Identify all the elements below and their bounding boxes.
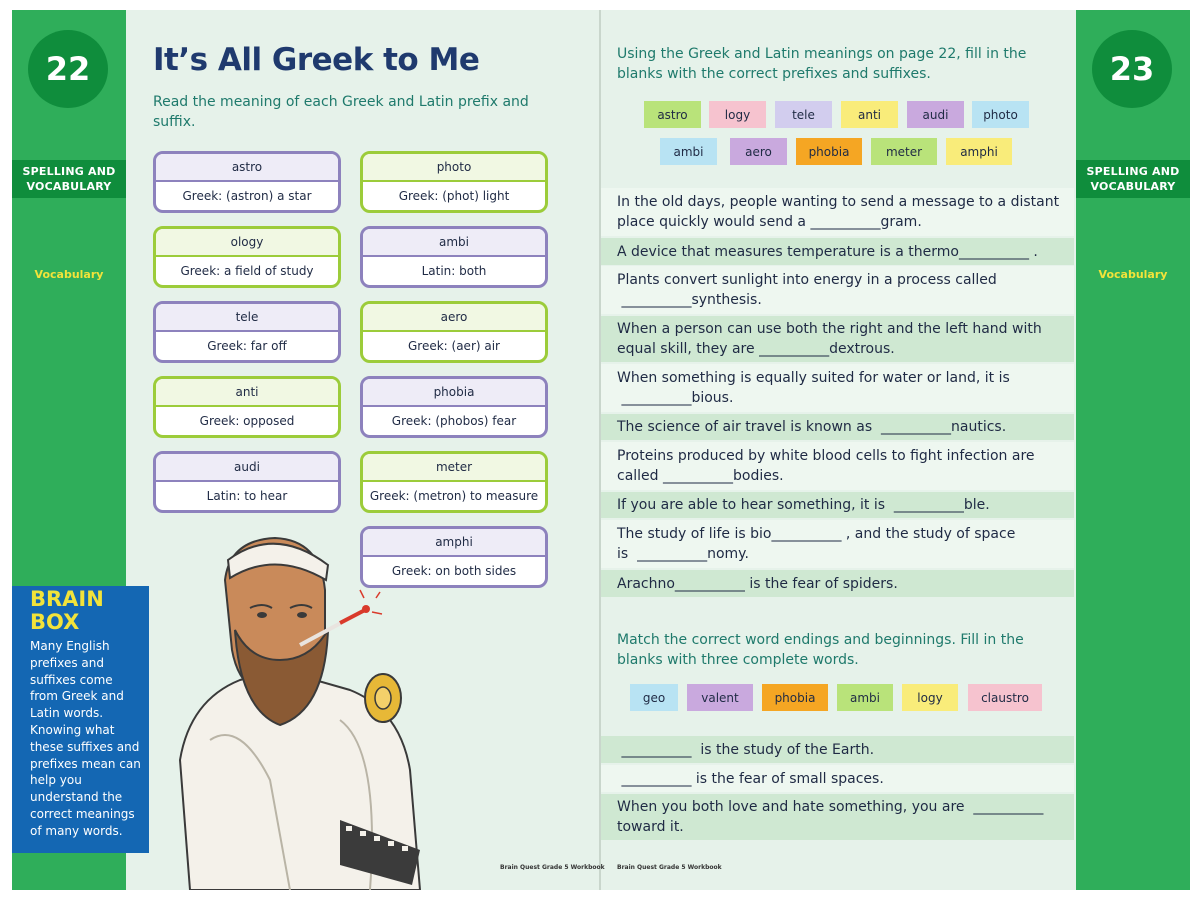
prefix-card-photo: [360, 151, 548, 213]
question-line-2: is __________nomy.: [617, 546, 749, 562]
subject-band-left: [12, 160, 126, 198]
footer-right: Brain Quest Grade 5 Workbook: [617, 864, 722, 871]
subject-line-1: SPELLING AND: [1086, 165, 1180, 178]
question-row: [601, 794, 1074, 840]
question-line-1: A device that measures temperature is a thermo__________ .: [617, 243, 1038, 260]
question-text: [617, 574, 898, 594]
question-row: [601, 364, 1074, 412]
word-chip-logy: logy: [709, 101, 766, 128]
word-chip-audi: audi: [907, 101, 964, 128]
prefix-card-audi: [153, 451, 341, 513]
card-meaning: Greek: (aer) air: [407, 339, 500, 353]
question-line-1: The science of air travel is known as __________nautics.: [617, 419, 1007, 435]
page-number-22: 22: [28, 30, 108, 108]
word-chip-ambi: ambi: [837, 684, 893, 711]
card-term: aero: [363, 304, 545, 332]
page-instruction: Read the meaning of each Greek and Latin prefix and suffix.: [153, 94, 529, 130]
card-term: anti: [156, 379, 338, 407]
section-label-right: Vocabulary: [1098, 268, 1168, 281]
question-line-2: __________synthesis.: [617, 292, 762, 308]
question-line-1: Proteins produced by white blood cells to fight infection are: [617, 448, 1035, 464]
prefix-card-astro: [153, 151, 341, 213]
question-line-1: The study of life is bio__________ , and the study of space: [617, 526, 1016, 542]
question-line-1: __________ is the study of the Earth.: [617, 741, 875, 758]
card-term: amphi: [363, 529, 545, 557]
page-number-23: 23: [1092, 30, 1172, 108]
question-text: [617, 270, 997, 310]
card-term: photo: [363, 154, 545, 182]
question-row: [601, 266, 1074, 314]
right-side-strip: [1076, 10, 1190, 890]
brain-box-title-1: BRAIN: [30, 587, 104, 611]
question-row: [601, 414, 1074, 440]
card-meaning: Greek: far off: [207, 339, 287, 353]
card-meaning: Latin: both: [421, 264, 487, 278]
prefix-card-ology: [153, 226, 341, 288]
brain-box-text: Many English prefixes and suffixes come from Greek and Latin words. Knowing what these suffixes and prefixes mean can help you understand the correct meanings of many words.: [30, 639, 141, 838]
word-chip-astro: astro: [644, 101, 701, 128]
word-chip-phobia: phobia: [796, 138, 862, 165]
card-meaning: Latin: to hear: [206, 489, 288, 503]
card-term: phobia: [363, 379, 545, 407]
question-row: [601, 736, 1074, 763]
card-term: audi: [156, 454, 338, 482]
question-row: [601, 520, 1074, 568]
subject-line-1: SPELLING AND: [22, 165, 116, 178]
subject-band-right: [1076, 160, 1190, 198]
question-text: [617, 495, 990, 515]
question-text: [617, 740, 874, 760]
question-line-2: toward it.: [617, 819, 684, 835]
brain-box: [12, 586, 149, 853]
card-meaning: Greek: (metron) to measure: [369, 489, 539, 503]
card-meaning: Greek: (phobos) fear: [391, 414, 517, 428]
question-line-2: place quickly would send a __________gram.: [617, 214, 922, 230]
card-meaning: Greek: (phot) light: [398, 189, 510, 203]
footer-left: Brain Quest Grade 5 Workbook: [500, 864, 605, 871]
question-line-1: Arachno__________ is the fear of spiders.: [617, 575, 898, 592]
instruction-match: Match the correct word endings and beginnings. Fill in the blanks with three complete words.: [617, 632, 1024, 668]
card-meaning: Greek: a field of study: [180, 264, 314, 278]
greek-philosopher-illustration: [150, 520, 450, 890]
card-meaning: Greek: on both sides: [391, 564, 517, 578]
word-chip-claustro: claustro: [968, 684, 1042, 711]
word-chip-geo: geo: [630, 684, 678, 711]
brain-box-title-2: BOX: [30, 610, 80, 634]
question-line-1: If you are able to hear something, it is __________ble.: [617, 497, 990, 513]
question-row: [601, 238, 1074, 265]
word-chip-tele: tele: [775, 101, 832, 128]
card-term: meter: [363, 454, 545, 482]
question-text: [617, 368, 1010, 408]
prefix-card-meter: [360, 451, 548, 513]
subject-line-2: VOCABULARY: [26, 180, 112, 193]
question-text: [617, 797, 1043, 837]
question-line-1: When you both love and hate something, you are __________: [617, 799, 1044, 815]
prefix-card-anti: [153, 376, 341, 438]
question-line-2: called __________bodies.: [617, 468, 784, 484]
card-term: ology: [156, 229, 338, 257]
question-row: [601, 570, 1074, 597]
word-chip-photo: photo: [972, 101, 1029, 128]
word-chip-valent: valent: [687, 684, 753, 711]
question-row: [601, 765, 1074, 792]
prefix-card-ambi: [360, 226, 548, 288]
prefix-card-tele: [153, 301, 341, 363]
page-title: It’s All Greek to Me: [153, 42, 480, 78]
subject-line-2: VOCABULARY: [1090, 180, 1176, 193]
card-meaning: Greek: opposed: [199, 414, 295, 428]
question-line-2: equal skill, they are __________dextrous.: [617, 341, 895, 357]
question-line-2: __________bious.: [617, 390, 734, 406]
word-chip-aero: aero: [730, 138, 787, 165]
question-text: [617, 524, 1015, 564]
question-line-1: When a person can use both the right and the left hand with: [617, 321, 1042, 337]
question-line-1: In the old days, people wanting to send a message to a distant: [617, 194, 1060, 210]
question-row: [601, 188, 1074, 236]
question-text: [617, 417, 1006, 437]
question-text: [617, 769, 884, 789]
question-text: [617, 446, 1035, 486]
philosopher-icon: [150, 520, 450, 890]
card-term: tele: [156, 304, 338, 332]
word-chip-phobia: phobia: [762, 684, 828, 711]
question-text: [617, 242, 1038, 262]
question-row: [601, 316, 1074, 362]
card-meaning: Greek: (astron) a star: [182, 189, 312, 203]
word-chip-logy: logy: [902, 684, 958, 711]
section-label-left: Vocabulary: [34, 268, 104, 281]
question-row: [601, 492, 1074, 518]
word-chip-amphi: amphi: [946, 138, 1012, 165]
card-term: ambi: [363, 229, 545, 257]
question-text: [617, 192, 1059, 232]
word-chip-anti: anti: [841, 101, 898, 128]
prefix-card-aero: [360, 301, 548, 363]
card-term: astro: [156, 154, 338, 182]
instruction-fill-blanks: Using the Greek and Latin meanings on page 22, fill in the blanks with the correct prefixes and suffixes.: [617, 46, 1027, 82]
question-line-1: Plants convert sunlight into energy in a process called: [617, 272, 997, 288]
word-chip-ambi: ambi: [660, 138, 717, 165]
question-line-1: __________ is the fear of small spaces.: [617, 770, 884, 787]
prefix-card-phobia: [360, 376, 548, 438]
question-line-1: When something is equally suited for water or land, it is: [617, 370, 1010, 386]
word-chip-meter: meter: [871, 138, 937, 165]
question-text: [617, 319, 1042, 359]
question-row: [601, 442, 1074, 490]
